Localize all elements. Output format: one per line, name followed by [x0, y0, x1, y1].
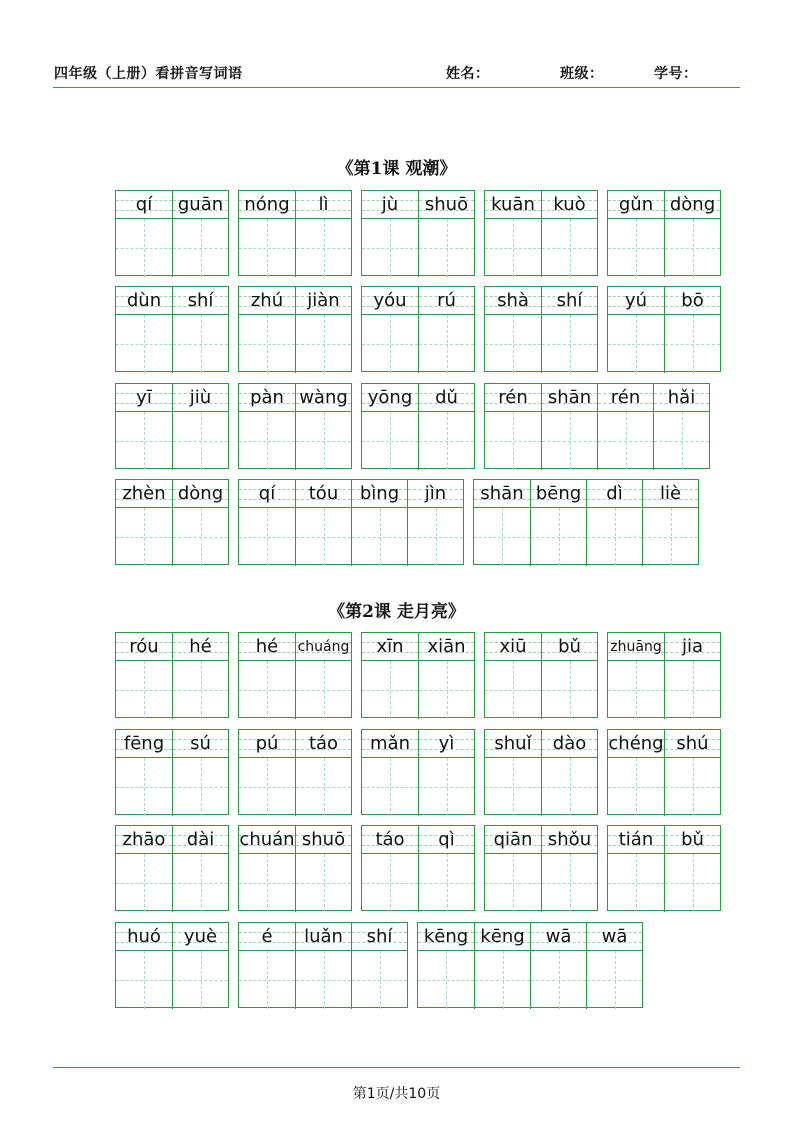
pinyin-label: chuán: [239, 826, 295, 854]
pinyin-label: yóu: [362, 287, 418, 315]
hanzi-writing-box[interactable]: [608, 758, 664, 816]
word-row: [115, 286, 721, 372]
pinyin-label: dào: [542, 730, 597, 758]
pinyin-label: shuō: [296, 826, 351, 854]
pinyin-label: dòng: [665, 191, 720, 219]
character-cell[interactable]: [407, 480, 463, 566]
character-cell[interactable]: [485, 730, 541, 816]
hanzi-writing-box[interactable]: [485, 661, 541, 719]
hanzi-writing-box[interactable]: [485, 412, 541, 470]
pinyin-label: yì: [419, 730, 474, 758]
character-cell[interactable]: [608, 826, 664, 912]
character-cell[interactable]: [351, 923, 407, 1009]
character-cell[interactable]: [116, 633, 172, 719]
hanzi-writing-box[interactable]: [239, 508, 295, 566]
hanzi-writing-box[interactable]: [542, 661, 597, 719]
word-grid: [115, 632, 229, 718]
hanzi-writing-box[interactable]: [475, 951, 530, 1009]
word-grid: [484, 825, 598, 911]
word-grid: [361, 632, 475, 718]
character-cell[interactable]: [172, 923, 228, 1009]
character-cell[interactable]: [116, 287, 172, 373]
pinyin-label: pú: [239, 730, 295, 758]
word-grid: [484, 383, 710, 469]
character-cell[interactable]: [541, 633, 597, 719]
hanzi-writing-box[interactable]: [296, 412, 351, 470]
character-cell[interactable]: [485, 633, 541, 719]
hanzi-writing-box[interactable]: [531, 508, 586, 566]
character-cell[interactable]: [541, 287, 597, 373]
pinyin-label: shuō: [419, 191, 474, 219]
pinyin-label: shān: [542, 384, 597, 412]
character-cell[interactable]: [664, 730, 720, 816]
character-cell[interactable]: [541, 826, 597, 912]
hanzi-writing-box[interactable]: [542, 854, 597, 912]
hanzi-writing-box[interactable]: [362, 315, 418, 373]
pinyin-label: shí: [352, 923, 407, 951]
hanzi-writing-box[interactable]: [608, 854, 664, 912]
pinyin-label: guān: [173, 191, 228, 219]
character-cell[interactable]: [172, 826, 228, 912]
hanzi-writing-box[interactable]: [116, 758, 172, 816]
hanzi-writing-box[interactable]: [116, 315, 172, 373]
pinyin-label: bēng: [531, 480, 586, 508]
pinyin-label: jù: [362, 191, 418, 219]
character-cell[interactable]: [362, 633, 418, 719]
character-cell[interactable]: [172, 191, 228, 277]
character-cell[interactable]: [608, 287, 664, 373]
character-cell[interactable]: [116, 730, 172, 816]
hanzi-writing-box[interactable]: [116, 508, 172, 566]
word-grid: [238, 190, 352, 276]
word-grid: [361, 286, 475, 372]
pinyin-label: shǒu: [542, 826, 597, 854]
pinyin-label: jia: [665, 633, 720, 661]
pinyin-label: rú: [419, 287, 474, 315]
character-cell[interactable]: [597, 384, 653, 470]
pinyin-label: qí: [239, 480, 295, 508]
character-cell[interactable]: [418, 826, 474, 912]
hanzi-writing-box[interactable]: [608, 219, 664, 277]
hanzi-writing-box[interactable]: [665, 661, 720, 719]
hanzi-writing-box[interactable]: [173, 951, 228, 1009]
character-cell[interactable]: [172, 287, 228, 373]
pinyin-label: qiān: [485, 826, 541, 854]
hanzi-writing-box[interactable]: [362, 661, 418, 719]
pinyin-label: bǔ: [542, 633, 597, 661]
character-cell[interactable]: [541, 730, 597, 816]
hanzi-writing-box[interactable]: [239, 854, 295, 912]
pinyin-label: bìng: [352, 480, 407, 508]
pinyin-label: zhú: [239, 287, 295, 315]
hanzi-writing-box[interactable]: [296, 508, 351, 566]
pinyin-label: dì: [587, 480, 642, 508]
character-cell[interactable]: [485, 384, 541, 470]
hanzi-writing-box[interactable]: [239, 412, 295, 470]
character-cell[interactable]: [362, 191, 418, 277]
character-cell[interactable]: [239, 730, 295, 816]
hanzi-writing-box[interactable]: [419, 854, 474, 912]
pinyin-label: chéng: [608, 730, 664, 758]
hanzi-writing-box[interactable]: [608, 315, 664, 373]
word-grid: [361, 190, 475, 276]
pinyin-label: é: [239, 923, 295, 951]
pinyin-label: wàng: [296, 384, 351, 412]
pinyin-label: bō: [665, 287, 720, 315]
pinyin-label: tián: [608, 826, 664, 854]
word-grid: [238, 825, 352, 911]
pinyin-label: zhèn: [116, 480, 172, 508]
character-cell[interactable]: [418, 633, 474, 719]
pinyin-label: wā: [587, 923, 642, 951]
character-cell[interactable]: [116, 826, 172, 912]
character-cell[interactable]: [586, 480, 642, 566]
pinyin-label: fēng: [116, 730, 172, 758]
pinyin-label: xīn: [362, 633, 418, 661]
character-cell[interactable]: [116, 923, 172, 1009]
character-cell[interactable]: [172, 384, 228, 470]
pinyin-label: gǔn: [608, 191, 664, 219]
student-number-label: 学号：: [654, 66, 698, 82]
pinyin-label: xiān: [419, 633, 474, 661]
word-row: [115, 729, 721, 815]
pinyin-label: dài: [173, 826, 228, 854]
hanzi-writing-box[interactable]: [643, 508, 698, 566]
hanzi-writing-box[interactable]: [485, 219, 541, 277]
hanzi-writing-box[interactable]: [587, 951, 642, 1009]
pinyin-label: shí: [542, 287, 597, 315]
pinyin-label: wā: [531, 923, 586, 951]
hanzi-writing-box[interactable]: [352, 951, 407, 1009]
pinyin-label: shú: [665, 730, 720, 758]
character-cell[interactable]: [172, 730, 228, 816]
pinyin-label: qì: [419, 826, 474, 854]
hanzi-writing-box[interactable]: [173, 412, 228, 470]
pinyin-label: shí: [173, 287, 228, 315]
word-grid: [238, 479, 464, 565]
hanzi-writing-box[interactable]: [474, 508, 530, 566]
character-cell[interactable]: [664, 633, 720, 719]
hanzi-writing-box[interactable]: [239, 219, 295, 277]
word-grid: [115, 479, 229, 565]
hanzi-writing-box[interactable]: [665, 315, 720, 373]
character-cell[interactable]: [116, 384, 172, 470]
character-cell[interactable]: [608, 633, 664, 719]
pinyin-label: kēng: [418, 923, 474, 951]
name-label: 姓名：: [446, 66, 490, 82]
word-grid: [115, 729, 229, 815]
hanzi-writing-box[interactable]: [296, 661, 351, 719]
hanzi-writing-box[interactable]: [173, 219, 228, 277]
character-cell[interactable]: [239, 384, 295, 470]
character-cell[interactable]: [664, 287, 720, 373]
word-grid: [607, 632, 721, 718]
pinyin-label: róu: [116, 633, 172, 661]
hanzi-writing-box[interactable]: [296, 219, 351, 277]
word-grid: [115, 383, 229, 469]
character-cell[interactable]: [362, 730, 418, 816]
hanzi-writing-box[interactable]: [665, 854, 720, 912]
word-row: [115, 383, 710, 469]
pinyin-label: qí: [116, 191, 172, 219]
character-cell[interactable]: [362, 826, 418, 912]
pinyin-label: hé: [239, 633, 295, 661]
character-cell[interactable]: [664, 826, 720, 912]
hanzi-writing-box[interactable]: [239, 661, 295, 719]
word-grid: [607, 286, 721, 372]
word-grid: [238, 632, 352, 718]
character-cell[interactable]: [239, 287, 295, 373]
pinyin-label: shà: [485, 287, 541, 315]
word-row: [115, 479, 699, 565]
character-cell[interactable]: [295, 191, 351, 277]
character-cell[interactable]: [485, 191, 541, 277]
pinyin-label: yú: [608, 287, 664, 315]
hanzi-writing-box[interactable]: [173, 854, 228, 912]
hanzi-writing-box[interactable]: [296, 854, 351, 912]
hanzi-writing-box[interactable]: [419, 219, 474, 277]
hanzi-writing-box[interactable]: [654, 412, 709, 470]
hanzi-writing-box[interactable]: [116, 219, 172, 277]
word-row: [115, 825, 721, 911]
character-cell[interactable]: [351, 480, 407, 566]
hanzi-writing-box[interactable]: [116, 951, 172, 1009]
word-grid: [238, 729, 352, 815]
character-cell[interactable]: [530, 480, 586, 566]
pinyin-label: rén: [485, 384, 541, 412]
word-row: [115, 632, 721, 718]
lesson-2-title: 《第2课 走月亮》: [328, 602, 465, 622]
word-grid: [115, 922, 229, 1008]
header-divider: [53, 87, 740, 88]
pinyin-label: kēng: [475, 923, 530, 951]
word-grid: [238, 286, 352, 372]
hanzi-writing-box[interactable]: [173, 315, 228, 373]
word-grid: [115, 825, 229, 911]
pinyin-label: yī: [116, 384, 172, 412]
hanzi-writing-box[interactable]: [362, 758, 418, 816]
hanzi-writing-box[interactable]: [665, 219, 720, 277]
word-grid: [607, 190, 721, 276]
character-cell[interactable]: [586, 923, 642, 1009]
word-grid: [361, 729, 475, 815]
footer-divider: [53, 1067, 740, 1068]
pinyin-label: hé: [173, 633, 228, 661]
lesson-1-title: 《第1课 观潮》: [336, 159, 457, 179]
hanzi-writing-box[interactable]: [173, 508, 228, 566]
character-cell[interactable]: [608, 191, 664, 277]
pinyin-label: hǎi: [654, 384, 709, 412]
character-cell[interactable]: [418, 923, 474, 1009]
character-cell[interactable]: [116, 480, 172, 566]
pinyin-label: dùn: [116, 287, 172, 315]
character-cell[interactable]: [295, 633, 351, 719]
pinyin-label: luǎn: [296, 923, 351, 951]
hanzi-writing-box[interactable]: [608, 661, 664, 719]
character-cell[interactable]: [485, 826, 541, 912]
pinyin-label: shuǐ: [485, 730, 541, 758]
pinyin-label: zhuāng: [608, 633, 664, 661]
word-grid: [473, 479, 699, 565]
hanzi-writing-box[interactable]: [362, 219, 418, 277]
character-cell[interactable]: [474, 480, 530, 566]
word-grid: [238, 922, 408, 1008]
word-grid: [607, 825, 721, 911]
hanzi-writing-box[interactable]: [239, 951, 295, 1009]
hanzi-writing-box[interactable]: [587, 508, 642, 566]
hanzi-writing-box[interactable]: [116, 854, 172, 912]
character-cell[interactable]: [295, 730, 351, 816]
hanzi-writing-box[interactable]: [598, 412, 653, 470]
character-cell[interactable]: [608, 730, 664, 816]
pinyin-label: rén: [598, 384, 653, 412]
word-grid: [484, 632, 598, 718]
pinyin-label: bǔ: [665, 826, 720, 854]
hanzi-writing-box[interactable]: [116, 661, 172, 719]
character-cell[interactable]: [541, 191, 597, 277]
hanzi-writing-box[interactable]: [542, 315, 597, 373]
character-cell[interactable]: [239, 480, 295, 566]
character-cell[interactable]: [418, 384, 474, 470]
word-grid: [115, 190, 229, 276]
pinyin-label: sú: [173, 730, 228, 758]
word-grid: [361, 825, 475, 911]
character-cell[interactable]: [295, 923, 351, 1009]
character-cell[interactable]: [172, 480, 228, 566]
pinyin-label: yuè: [173, 923, 228, 951]
class-label: 班级：: [560, 66, 604, 82]
pinyin-label: dǔ: [419, 384, 474, 412]
hanzi-writing-box[interactable]: [362, 854, 418, 912]
hanzi-writing-box[interactable]: [173, 758, 228, 816]
word-row: [115, 190, 721, 276]
hanzi-writing-box[interactable]: [419, 758, 474, 816]
character-cell[interactable]: [362, 384, 418, 470]
character-cell[interactable]: [664, 191, 720, 277]
hanzi-writing-box[interactable]: [542, 219, 597, 277]
pinyin-label: dòng: [173, 480, 228, 508]
hanzi-writing-box[interactable]: [239, 315, 295, 373]
character-cell[interactable]: [642, 480, 698, 566]
character-cell[interactable]: [295, 287, 351, 373]
word-grid: [484, 286, 598, 372]
hanzi-writing-box[interactable]: [419, 412, 474, 470]
hanzi-writing-box[interactable]: [418, 951, 474, 1009]
character-cell[interactable]: [116, 191, 172, 277]
page-number: 第1页/共10页: [352, 1086, 441, 1102]
hanzi-writing-box[interactable]: [296, 758, 351, 816]
pinyin-label: táo: [296, 730, 351, 758]
word-grid: [115, 286, 229, 372]
word-row: [115, 922, 643, 1008]
hanzi-writing-box[interactable]: [362, 412, 418, 470]
pinyin-label: jiù: [173, 384, 228, 412]
hanzi-writing-box[interactable]: [239, 758, 295, 816]
pinyin-label: nóng: [239, 191, 295, 219]
hanzi-writing-box[interactable]: [542, 412, 597, 470]
pinyin-label: pàn: [239, 384, 295, 412]
hanzi-writing-box[interactable]: [485, 758, 541, 816]
pinyin-label: yōng: [362, 384, 418, 412]
hanzi-writing-box[interactable]: [485, 854, 541, 912]
hanzi-writing-box[interactable]: [419, 315, 474, 373]
hanzi-writing-box[interactable]: [485, 315, 541, 373]
pinyin-label: lì: [296, 191, 351, 219]
pinyin-label: shān: [474, 480, 530, 508]
hanzi-writing-box[interactable]: [531, 951, 586, 1009]
hanzi-writing-box[interactable]: [665, 758, 720, 816]
character-cell[interactable]: [474, 923, 530, 1009]
character-cell[interactable]: [485, 287, 541, 373]
pinyin-label: kuān: [485, 191, 541, 219]
pinyin-label: táo: [362, 826, 418, 854]
pinyin-label: jiàn: [296, 287, 351, 315]
pinyin-label: liè: [643, 480, 698, 508]
hanzi-writing-box[interactable]: [408, 508, 463, 566]
hanzi-writing-box[interactable]: [542, 758, 597, 816]
word-grid: [361, 383, 475, 469]
hanzi-writing-box[interactable]: [296, 315, 351, 373]
pinyin-label: chuáng: [296, 633, 351, 661]
character-cell[interactable]: [418, 287, 474, 373]
character-cell[interactable]: [295, 384, 351, 470]
character-cell[interactable]: [172, 633, 228, 719]
character-cell[interactable]: [295, 480, 351, 566]
pinyin-label: mǎn: [362, 730, 418, 758]
pinyin-label: zhāo: [116, 826, 172, 854]
worksheet-title: 四年级（上册）看拼音写词语: [54, 66, 243, 82]
character-cell[interactable]: [362, 287, 418, 373]
character-cell[interactable]: [418, 191, 474, 277]
pinyin-label: jìn: [408, 480, 463, 508]
pinyin-label: tóu: [296, 480, 351, 508]
pinyin-label: xiū: [485, 633, 541, 661]
character-cell[interactable]: [541, 384, 597, 470]
character-cell[interactable]: [239, 633, 295, 719]
hanzi-writing-box[interactable]: [296, 951, 351, 1009]
character-cell[interactable]: [418, 730, 474, 816]
word-grid: [484, 729, 598, 815]
character-cell[interactable]: [653, 384, 709, 470]
word-grid: [607, 729, 721, 815]
hanzi-writing-box[interactable]: [419, 661, 474, 719]
word-grid: [484, 190, 598, 276]
hanzi-writing-box[interactable]: [173, 661, 228, 719]
character-cell[interactable]: [295, 826, 351, 912]
character-cell[interactable]: [530, 923, 586, 1009]
character-cell[interactable]: [239, 191, 295, 277]
hanzi-writing-box[interactable]: [116, 412, 172, 470]
character-cell[interactable]: [239, 826, 295, 912]
word-grid: [238, 383, 352, 469]
pinyin-label: kuò: [542, 191, 597, 219]
hanzi-writing-box[interactable]: [352, 508, 407, 566]
word-grid: [417, 922, 643, 1008]
character-cell[interactable]: [239, 923, 295, 1009]
pinyin-label: huó: [116, 923, 172, 951]
